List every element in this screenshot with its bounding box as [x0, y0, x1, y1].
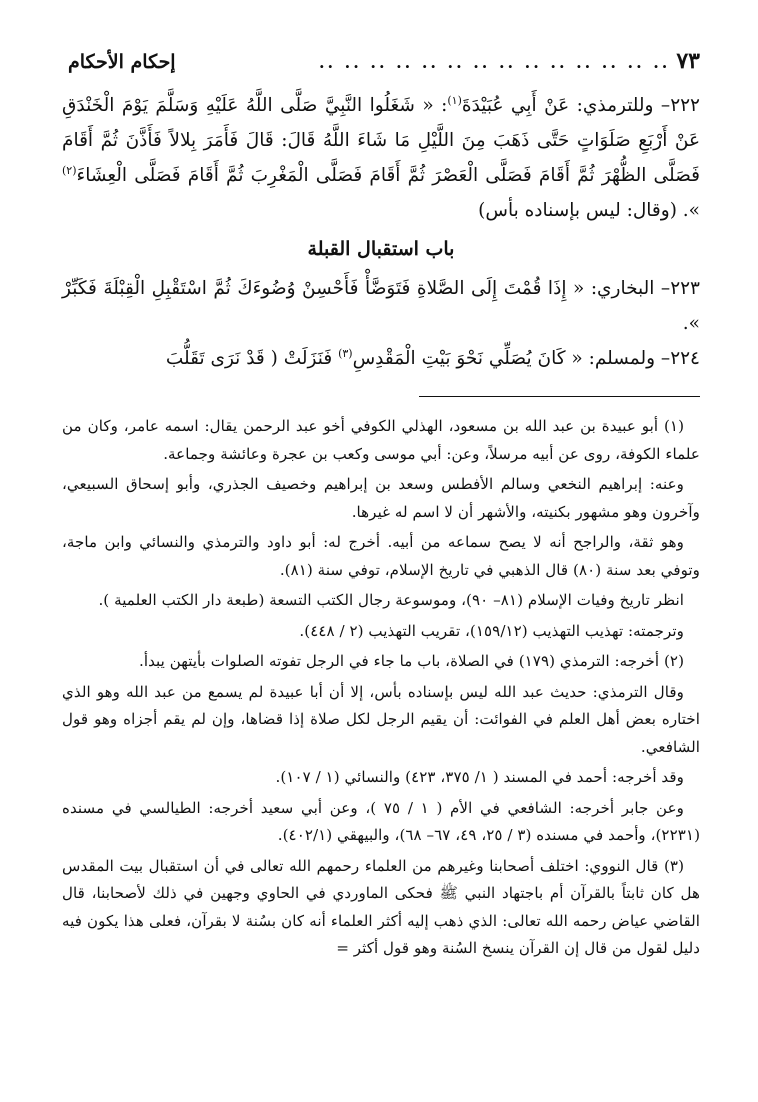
footnote-1-c: وهو ثقة، والراجح أنه لا يصح سماعه من أبيه. أخرج له: أبو داود والترمذي والنسائي وابن ماجة، وتوفي بعد سنة (٨٠) قال الذهبي في تاريخ الإسلام، توفي سنة (٨١).	[62, 533, 700, 579]
header-dots: .. .. .. .. .. .. .. .. .. .. .. .. .. ..	[318, 53, 671, 72]
hadith-223: ٢٢٣– البخاري: « إِذَا قُمْتَ إِلَى الصَّلاةِ فَتَوَضَّأْ فَأَحْسِنْ وُضُوءَكَ ثُمَّ اسْتَقْبِلِ الْقِبْلَةَ فَكَبِّرْ ».	[62, 278, 700, 334]
footnote-divider	[419, 396, 700, 397]
running-title: إحكام الأحكام	[68, 51, 176, 73]
footnote-2-a: (٢) أخرجه: الترمذي (١٧٩) في الصلاة، باب ما جاء في الرجل تفوته الصلوات بأيتهن يبدأ.	[139, 652, 684, 670]
page-number: ٧٣	[676, 48, 700, 74]
footnote-1-b: وعنه: إبراهيم النخعي وسالم الأفطس وسعد بن إبراهيم وخصيف الجذري، وأبو إسحاق السبيعي، وآخرون وهو مشهور بكنيته، والأشهر أن لا اسم له غيرها.	[62, 475, 700, 521]
main-text	[62, 88, 700, 376]
hadith-222	[62, 88, 700, 228]
hadith-224	[62, 341, 700, 376]
footnote-ref-2: (٢)	[62, 163, 77, 177]
page-header	[62, 48, 700, 88]
footnotes	[62, 413, 700, 963]
section-title: باب استقبال القبلة	[307, 238, 455, 260]
hadith-222-closing: ». (وقال: ليس بإسناده بأس)	[478, 200, 700, 221]
footnote-2-c: وقد أخرجه: أحمد في المسند ( ١/ ٣٧٥، ٤٢٣) والنسائي (١ / ١٠٧).	[275, 768, 684, 786]
footnote-3: (٣) قال النووي: اختلف أصحابنا وغيرهم من العلماء رحمهم الله تعالى في أن استقبال بيت المقدس هل كان ثابتاً بالقرآن أم باجتهاد النبي ﷺ فحكى الماوردي في الحاوي وجهين في ذلك لأصحابنا، قال القاضي عياض رحمه الله تعالى: الذي ذهب إليه أكثر العلماء أنه كان بسُنة لا بقرآن، فعلى هذا يكون فيه دليل لقول من قال إن القرآن ينسخ السُنة وهو قول أكثر =	[62, 856, 700, 957]
hadith-224-text: فَنَزَلَتْ ( قَدْ نَرَى تَقَلُّبَ	[165, 348, 339, 369]
hadith-222-text: : « شَغَلُوا النَّبِيَّ صَلَّى اللَّهُ عَلَيْهِ وَسَلَّمَ يَوْمَ الْخَنْدَقِ عَنْ أَرْبَعِ صَلَوَاتٍ حَتَّى ذَهَبَ مِنَ اللَّيْلِ مَا شَاءَ اللَّهُ قَالَ: قَالَ فَأَمَرَ بِلالاً فَأَذَّنَ ثُمَّ أَقَامَ فَصَلَّى الظُّهْرَ ثُمَّ أَقَامَ فَصَلَّى الْعَصْرَ ثُمَّ أَقَامَ فَصَلَّى الْمَغْرِبَ ثُمَّ أَقَامَ فَصَلَّى الْعِشَاءَ	[62, 95, 700, 186]
footnote-2-b: وقال الترمذي: حديث عبد الله ليس بإسناده بأس، إلا أن أبا عبيدة لم يسمع من عبد الله وهو الذي اختاره بعض أهل العلم في الفوائت: أن يقيم الرجل لكل صلاة إذا قضاها، وإن لم يقم أجزاه وهو قول الشافعي.	[62, 682, 700, 756]
hadith-224-opening: ٢٢٤– ولمسلم: « كَانَ يُصَلِّي نَحْوَ بَيْتِ الْمَقْدِسِ	[352, 348, 700, 369]
page	[62, 48, 700, 966]
footnote-2-d: وعن جابر أخرجه: الشافعي في الأم ( ١ / ٧٥ )، وعن أبي سعيد أخرجه: الطيالسي في مسنده (٢٢٣١)، وأحمد في مسنده (٣ / ٢٥، ٤٩، ٦٧– ٦٨)، والبيهقي (٤٠٢/١).	[62, 798, 700, 844]
footnote-1-a: (١) أبو عبيدة بن عبد الله بن مسعود، الهذلي الكوفي أخو عبد الرحمن يقال: اسمه عامر، وكان من علماء الكوفة، روى عن أبيه مرسلاً، وعن: أبي موسى وكعب بن عجرة وعائشة وجماعة.	[62, 417, 700, 463]
footnote-ref-1: (١)	[447, 93, 462, 107]
hadith-222-opening: ٢٢٢– وللترمذي: عَنْ أَبِي عُبَيْدَةَ	[461, 95, 700, 116]
footnote-1-d: انظر تاريخ وفيات الإسلام (٨١– ٩٠)، وموسوعة رجال الكتب التسعة (طبعة دار الكتب العلمية ).	[98, 591, 684, 609]
footnote-1-e: وترجمته: تهذيب التهذيب (١٥٩/١٢)، تقريب التهذيب (٢ / ٤٤٨).	[299, 621, 684, 640]
footnote-ref-3: (٣)	[338, 346, 353, 360]
